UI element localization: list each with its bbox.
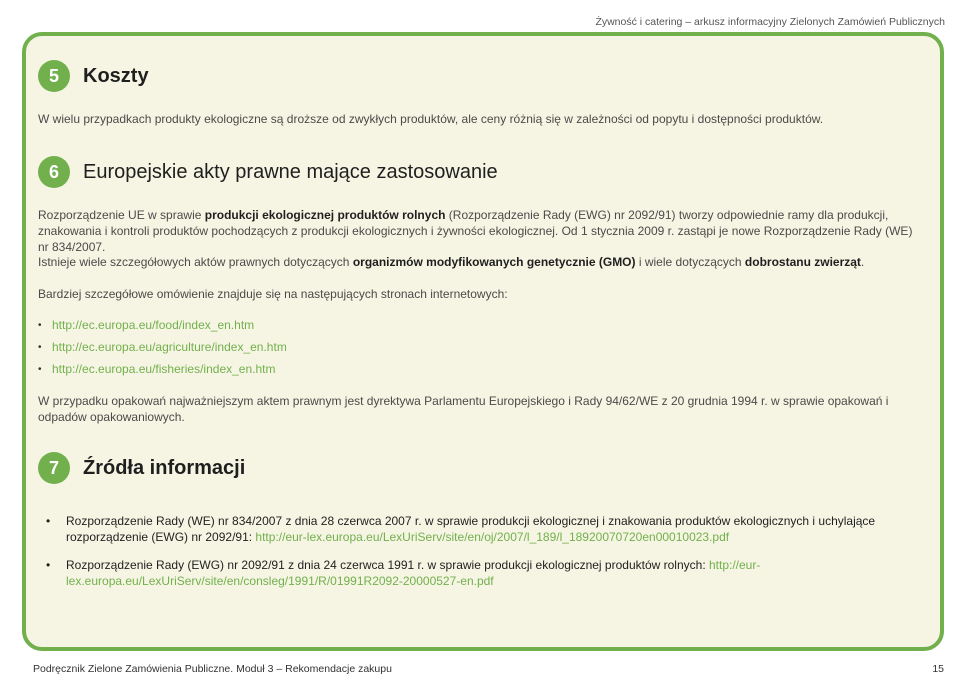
section-6-paragraph-4: W przypadku opakowań najważniejszym aktem prawnym jest dyrektywa Parlamentu Europejskiego i Rady 94/62/WE z 20 grudnia 1994 r. w sprawie opakowań i odpadów opakowaniowych. bbox=[38, 394, 889, 424]
footer-title: Podręcznik Zielone Zamówienia Publiczne. Moduł 3 – Rekomendacje zakupu bbox=[33, 663, 392, 675]
source-link[interactable]: http://eur-lex.europa.eu/LexUriServ/site/en/oj/2007/l_189/l_18920070720en00010023.pdf bbox=[255, 530, 730, 544]
link-food[interactable]: http://ec.europa.eu/food/index_en.htm bbox=[52, 318, 255, 332]
bullet-icon: • bbox=[38, 363, 42, 375]
section-title: Koszty bbox=[83, 64, 149, 87]
bullet-icon: • bbox=[38, 319, 42, 331]
list-item bbox=[46, 557, 906, 589]
section-6-heading bbox=[38, 156, 498, 188]
section-title: Źródła informacji bbox=[83, 456, 246, 479]
source-text: Rozporządzenie Rady (WE) nr 834/2007 z dnia 28 czerwca 2007 r. w sprawie produkcji ekologicznej i znakowania produktów ekologicznych i uchylające rozporządzenie (EWG) nr 2092/91: bbox=[66, 514, 876, 544]
running-header: Żywność i catering – arkusz informacyjny Zielonych Zamówień Publicznych bbox=[595, 16, 945, 28]
section-7-heading bbox=[38, 452, 245, 484]
section-title: Europejskie akty prawne mające zastosowanie bbox=[83, 160, 498, 183]
bullet-icon: • bbox=[38, 341, 42, 353]
web-links-list bbox=[38, 314, 287, 380]
section-6-paragraph-2: Istnieje wiele szczegółowych aktów prawnych dotyczących organizmów modyfikowanych genetycznie (GMO) i wiele dotyczących dobrostanu zwierząt. bbox=[38, 255, 865, 269]
link-fisheries[interactable]: http://ec.europa.eu/fisheries/index_en.htm bbox=[52, 362, 276, 376]
page-number: 15 bbox=[932, 663, 944, 675]
section-number-badge: 5 bbox=[38, 60, 70, 92]
list-item bbox=[38, 336, 287, 358]
list-item bbox=[46, 513, 906, 545]
sources-list bbox=[46, 513, 906, 601]
source-text: Rozporządzenie Rady (EWG) nr 2092/91 z dnia 24 czerwca 1991 r. w sprawie produkcji ekologicznej produktów rolnych: bbox=[66, 558, 709, 572]
bullet-icon: • bbox=[46, 514, 51, 528]
section-5-heading bbox=[38, 60, 149, 92]
bullet-icon: • bbox=[46, 558, 51, 572]
link-agriculture[interactable]: http://ec.europa.eu/agriculture/index_en.htm bbox=[52, 340, 287, 354]
list-item bbox=[38, 358, 287, 380]
list-item bbox=[38, 314, 287, 336]
section-number-badge: 7 bbox=[38, 452, 70, 484]
section-6-paragraph-3: Bardziej szczegółowe omówienie znajduje się na następujących stronach internetowych: bbox=[38, 287, 508, 301]
section-6-paragraph-1: Rozporządzenie UE w sprawie produkcji ekologicznej produktów rolnych (Rozporządzenie Rady (EWG) nr 2092/91) tworzy odpowiednie ramy dla produkcji, znakowania i kontroli produktów pochodzących z produkcji ekologicznych i żywności ekologicznej. Od 1 stycznia 2009 r. zastąpi je nowe Rozporządzenie Rady (WE) nr 834/2007. bbox=[38, 208, 913, 254]
section-number-badge: 6 bbox=[38, 156, 70, 188]
section-5-text: W wielu przypadkach produkty ekologiczne są droższe od zwykłych produktów, ale ceny różnią się w zależności od popytu i dostępności produktów. bbox=[38, 112, 824, 126]
source-link[interactable]: http://eur-lex.europa.eu/LexUriServ/site/en/consleg/1991/R/01991R2092-20000527-en.pdf bbox=[66, 558, 761, 588]
